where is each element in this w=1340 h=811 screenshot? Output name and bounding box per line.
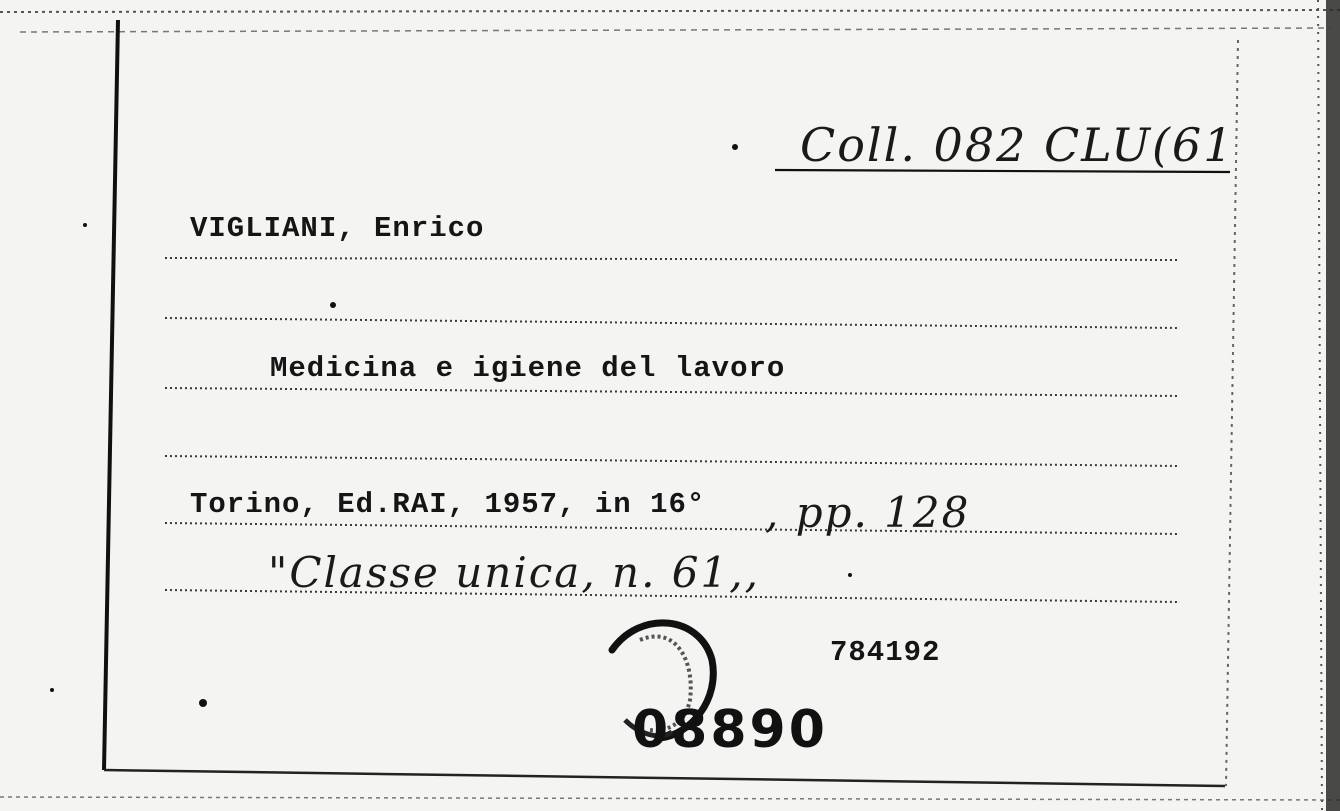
scan-edge	[1326, 0, 1340, 811]
stray-dot	[83, 223, 87, 227]
series-statement: "Classe unica, n. 61,,	[268, 548, 760, 597]
book-title: Medicina e igiene del lavoro	[270, 352, 786, 385]
author-heading: VIGLIANI, Enrico	[190, 212, 485, 245]
accession-number: 784192	[830, 636, 941, 669]
inventory-number: 08890	[632, 700, 828, 760]
stray-dot	[330, 302, 336, 308]
stray-dot	[732, 144, 738, 150]
shelfmark: Coll. 082 CLU(61	[800, 118, 1235, 172]
stray-dot	[199, 699, 207, 707]
imprint: Torino, Ed.RAI, 1957, in 16°	[190, 488, 706, 521]
stray-dot	[848, 573, 852, 577]
pagination: , pp. 128	[765, 488, 971, 537]
stray-dot	[50, 688, 54, 692]
